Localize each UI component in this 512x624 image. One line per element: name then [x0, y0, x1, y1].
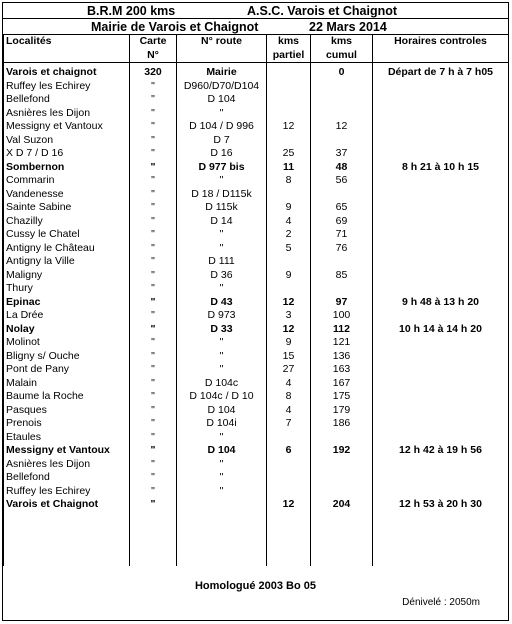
route-cell: D960/D70/D104 — [177, 80, 267, 94]
carte-cell: " — [130, 309, 177, 323]
horaire-cell — [373, 471, 509, 485]
route-cell: " — [177, 336, 267, 350]
route-rows — [4, 63, 509, 566]
horaire-cell: 12 h 42 à 19 h 56 — [373, 444, 509, 458]
kms-partiel-cell: 9 — [267, 201, 311, 215]
kms-cumul-cell — [311, 80, 373, 94]
location-cell: Messigny et Vantoux — [4, 120, 130, 134]
horaire-cell — [373, 215, 509, 229]
table-row — [4, 161, 509, 175]
kms-cumul-cell: 192 — [311, 444, 373, 458]
route-cell: D 16 — [177, 147, 267, 161]
horaire-cell: 10 h 14 à 14 h 20 — [373, 323, 509, 337]
table-row — [4, 431, 509, 445]
carte-cell: " — [130, 107, 177, 121]
location-cell: X D 7 / D 16 — [4, 147, 130, 161]
horaire-cell — [373, 309, 509, 323]
route-table — [3, 35, 509, 566]
horaire-cell — [373, 201, 509, 215]
route-cell: D 973 — [177, 309, 267, 323]
denivele: Dénivelé : 2050m — [402, 597, 480, 608]
kms-partiel-cell — [267, 458, 311, 472]
empty-cell — [130, 539, 177, 553]
route-cell: " — [177, 107, 267, 121]
kms-cumul-cell: 56 — [311, 174, 373, 188]
location-cell: Vandenesse — [4, 188, 130, 202]
route-cell: D 104c / D 10 — [177, 390, 267, 404]
kms-partiel-cell — [267, 255, 311, 269]
kms-partiel-cell — [267, 282, 311, 296]
table-row — [4, 417, 509, 431]
carte-cell: " — [130, 188, 177, 202]
kms-partiel-cell: 4 — [267, 377, 311, 391]
horaire-cell: 8 h 21 à 10 h 15 — [373, 161, 509, 175]
horaire-cell — [373, 174, 509, 188]
location-cell: Ruffey les Echirey — [4, 80, 130, 94]
table-row — [4, 296, 509, 310]
table-row — [4, 485, 509, 499]
kms-cumul-cell: 97 — [311, 296, 373, 310]
table-row — [4, 242, 509, 256]
kms-cumul-cell: 163 — [311, 363, 373, 377]
table-row — [4, 188, 509, 202]
location-cell: Molinot — [4, 336, 130, 350]
horaire-cell: 9 h 48 à 13 h 20 — [373, 296, 509, 310]
empty-cell — [373, 552, 509, 566]
table-row — [4, 336, 509, 350]
kms-cumul-cell — [311, 485, 373, 499]
route-cell — [177, 498, 267, 512]
location-cell: Baume la Roche — [4, 390, 130, 404]
carte-cell: 320 — [130, 63, 177, 80]
kms-cumul-cell — [311, 458, 373, 472]
table-row — [4, 323, 509, 337]
kms-cumul-cell: 136 — [311, 350, 373, 364]
kms-cumul-cell — [311, 471, 373, 485]
carte-cell: " — [130, 269, 177, 283]
empty-cell — [4, 552, 130, 566]
route-cell: D 33 — [177, 323, 267, 337]
carte-cell: " — [130, 377, 177, 391]
kms-partiel-cell: 27 — [267, 363, 311, 377]
location-cell: Maligny — [4, 269, 130, 283]
empty-cell — [177, 552, 267, 566]
carte-cell: " — [130, 93, 177, 107]
horaire-cell — [373, 377, 509, 391]
route-cell: D 43 — [177, 296, 267, 310]
empty-cell — [4, 512, 130, 526]
horaire-cell — [373, 107, 509, 121]
location-cell: Pont de Pany — [4, 363, 130, 377]
route-cell: " — [177, 350, 267, 364]
route-cell: D 111 — [177, 255, 267, 269]
route-cell: D 104i — [177, 417, 267, 431]
location-cell: Thury — [4, 282, 130, 296]
kms-partiel-cell: 4 — [267, 404, 311, 418]
kms-partiel-cell: 9 — [267, 336, 311, 350]
empty-cell — [311, 539, 373, 553]
route-cell: D 104 / D 996 — [177, 120, 267, 134]
kms-partiel-cell: 8 — [267, 174, 311, 188]
location-cell: Nolay — [4, 323, 130, 337]
table-row — [4, 120, 509, 134]
location-cell: Etaules — [4, 431, 130, 445]
kms-partiel-cell: 3 — [267, 309, 311, 323]
route-cell: " — [177, 431, 267, 445]
carte-cell: " — [130, 323, 177, 337]
location-cell: Malain — [4, 377, 130, 391]
kms-partiel-cell: 25 — [267, 147, 311, 161]
kms-partiel-cell — [267, 134, 311, 148]
brm-title: B.R.M 200 kms — [87, 4, 176, 18]
table-row — [4, 80, 509, 94]
kms-cumul-cell: 100 — [311, 309, 373, 323]
horaire-cell — [373, 431, 509, 445]
kms-cumul-cell: 85 — [311, 269, 373, 283]
route-cell: D 977 bis — [177, 161, 267, 175]
horaire-cell — [373, 282, 509, 296]
horaire-cell — [373, 242, 509, 256]
horaire-cell — [373, 188, 509, 202]
carte-cell: " — [130, 147, 177, 161]
table-row — [4, 498, 509, 512]
kms-cumul-cell: 167 — [311, 377, 373, 391]
empty-row — [4, 512, 509, 526]
col-horaires: Horaires controles — [373, 35, 509, 49]
carte-cell: " — [130, 458, 177, 472]
kms-cumul-cell — [311, 282, 373, 296]
kms-partiel-cell: 8 — [267, 390, 311, 404]
location-cell: Varois et chaignot — [4, 63, 130, 80]
route-cell: D 115k — [177, 201, 267, 215]
carte-cell: " — [130, 444, 177, 458]
route-cell: " — [177, 228, 267, 242]
kms-cumul-cell — [311, 93, 373, 107]
empty-cell — [267, 552, 311, 566]
location-cell: Sombernon — [4, 161, 130, 175]
location-cell: Commarin — [4, 174, 130, 188]
location-cell: Varois et Chaignot — [4, 498, 130, 512]
brevet-route-sheet — [2, 2, 509, 621]
start-location: Mairie de Varois et Chaignot — [91, 20, 259, 34]
kms-cumul-cell — [311, 134, 373, 148]
kms-cumul-cell: 37 — [311, 147, 373, 161]
empty-cell — [130, 512, 177, 526]
kms-partiel-cell — [267, 431, 311, 445]
footer — [3, 580, 508, 620]
col-route-sub — [177, 49, 267, 63]
route-cell: D 14 — [177, 215, 267, 229]
empty-cell — [373, 512, 509, 526]
horaire-cell — [373, 363, 509, 377]
table-row — [4, 282, 509, 296]
kms-cumul-cell: 204 — [311, 498, 373, 512]
table-row — [4, 458, 509, 472]
horaire-cell — [373, 485, 509, 499]
location-cell: Val Suzon — [4, 134, 130, 148]
table-row — [4, 471, 509, 485]
carte-cell: " — [130, 201, 177, 215]
kms-partiel-cell: 15 — [267, 350, 311, 364]
horaire-cell — [373, 458, 509, 472]
col-carte-no: N° — [130, 49, 177, 63]
horaire-cell — [373, 350, 509, 364]
col-localites: Localités — [4, 35, 130, 49]
club-name: A.S.C. Varois et Chaignot — [247, 4, 398, 18]
kms-cumul-cell: 76 — [311, 242, 373, 256]
kms-cumul-cell — [311, 188, 373, 202]
homologation: Homologué 2003 Bo 05 — [194, 580, 317, 592]
location-cell: Asnières les Dijon — [4, 107, 130, 121]
horaire-cell — [373, 93, 509, 107]
kms-cumul-cell — [311, 255, 373, 269]
horaire-cell: 12 h 53 à 20 h 30 — [373, 498, 509, 512]
carte-cell: " — [130, 336, 177, 350]
location-cell: Ruffey les Echirey — [4, 485, 130, 499]
carte-cell: " — [130, 498, 177, 512]
table-row — [4, 269, 509, 283]
location-cell: Bellefond — [4, 93, 130, 107]
kms-partiel-cell: 6 — [267, 444, 311, 458]
horaire-cell — [373, 134, 509, 148]
kms-cumul-cell: 186 — [311, 417, 373, 431]
horaire-cell — [373, 404, 509, 418]
kms-partiel-cell — [267, 471, 311, 485]
col-partiel: partiel — [267, 49, 311, 63]
route-cell: " — [177, 363, 267, 377]
horaire-cell: Départ de 7 h à 7 h05 — [373, 63, 509, 80]
carte-cell: " — [130, 120, 177, 134]
table-row — [4, 228, 509, 242]
empty-cell — [311, 552, 373, 566]
table-row — [4, 147, 509, 161]
col-carte: Carte — [130, 35, 177, 49]
carte-cell: " — [130, 242, 177, 256]
location-cell: Bligny s/ Ouche — [4, 350, 130, 364]
carte-cell: " — [130, 485, 177, 499]
kms-cumul-cell: 112 — [311, 323, 373, 337]
location-cell: La Drée — [4, 309, 130, 323]
route-cell: Mairie — [177, 63, 267, 80]
location-cell: Sainte Sabine — [4, 201, 130, 215]
route-cell: D 104 — [177, 404, 267, 418]
carte-cell: " — [130, 404, 177, 418]
table-row — [4, 255, 509, 269]
empty-cell — [267, 525, 311, 539]
location-cell: Pasques — [4, 404, 130, 418]
event-date: 22 Mars 2014 — [309, 20, 387, 34]
empty-cell — [177, 512, 267, 526]
col-localites-sub — [4, 49, 130, 63]
carte-cell: " — [130, 228, 177, 242]
col-kms-partiel: kms — [267, 35, 311, 49]
location-cell: Asnières les Dijon — [4, 458, 130, 472]
kms-partiel-cell — [267, 188, 311, 202]
kms-partiel-cell: 5 — [267, 242, 311, 256]
horaire-cell — [373, 255, 509, 269]
route-cell: D 104 — [177, 93, 267, 107]
horaire-cell — [373, 120, 509, 134]
route-cell: " — [177, 458, 267, 472]
carte-cell: " — [130, 471, 177, 485]
table-row — [4, 350, 509, 364]
kms-cumul-cell: 69 — [311, 215, 373, 229]
kms-cumul-cell: 12 — [311, 120, 373, 134]
horaire-cell — [373, 80, 509, 94]
col-horaires-sub — [373, 49, 509, 63]
table-row — [4, 93, 509, 107]
carte-cell: " — [130, 134, 177, 148]
location-cell: Messigny et Vantoux — [4, 444, 130, 458]
carte-cell: " — [130, 431, 177, 445]
empty-row — [4, 539, 509, 553]
table-row — [4, 215, 509, 229]
kms-cumul-cell: 48 — [311, 161, 373, 175]
table-row — [4, 134, 509, 148]
route-cell: D 7 — [177, 134, 267, 148]
table-row — [4, 444, 509, 458]
table-row — [4, 201, 509, 215]
kms-cumul-cell: 65 — [311, 201, 373, 215]
empty-cell — [177, 539, 267, 553]
carte-cell: " — [130, 390, 177, 404]
carte-cell: " — [130, 215, 177, 229]
kms-cumul-cell: 71 — [311, 228, 373, 242]
empty-cell — [177, 525, 267, 539]
kms-cumul-cell: 175 — [311, 390, 373, 404]
carte-cell: " — [130, 282, 177, 296]
location-cell: Epinac — [4, 296, 130, 310]
col-route: N° route — [177, 35, 267, 49]
empty-cell — [373, 525, 509, 539]
route-cell: D 104 — [177, 444, 267, 458]
kms-partiel-cell: 4 — [267, 215, 311, 229]
kms-partiel-cell — [267, 80, 311, 94]
empty-cell — [267, 539, 311, 553]
horaire-cell — [373, 417, 509, 431]
carte-cell: " — [130, 296, 177, 310]
table-row — [4, 174, 509, 188]
table-row — [4, 390, 509, 404]
carte-cell: " — [130, 255, 177, 269]
horaire-cell — [373, 336, 509, 350]
route-cell: D 104c — [177, 377, 267, 391]
route-cell: " — [177, 485, 267, 499]
route-cell: D 36 — [177, 269, 267, 283]
kms-partiel-cell — [267, 107, 311, 121]
carte-cell: " — [130, 350, 177, 364]
horaire-cell — [373, 228, 509, 242]
kms-cumul-cell — [311, 431, 373, 445]
kms-partiel-cell: 12 — [267, 498, 311, 512]
carte-cell: " — [130, 80, 177, 94]
table-row — [4, 309, 509, 323]
location-cell: Prenois — [4, 417, 130, 431]
table-row — [4, 363, 509, 377]
location-cell: Chazilly — [4, 215, 130, 229]
empty-row — [4, 525, 509, 539]
horaire-cell — [373, 147, 509, 161]
empty-row — [4, 552, 509, 566]
subtitle-row — [3, 19, 508, 35]
carte-cell: " — [130, 174, 177, 188]
location-cell: Antigny la Ville — [4, 255, 130, 269]
horaire-cell — [373, 269, 509, 283]
kms-partiel-cell — [267, 63, 311, 80]
carte-cell: " — [130, 161, 177, 175]
table-row — [4, 404, 509, 418]
empty-cell — [4, 539, 130, 553]
kms-partiel-cell — [267, 485, 311, 499]
table-row — [4, 377, 509, 391]
route-cell: " — [177, 174, 267, 188]
location-cell: Antigny le Château — [4, 242, 130, 256]
location-cell: Bellefond — [4, 471, 130, 485]
kms-partiel-cell: 12 — [267, 120, 311, 134]
route-cell: " — [177, 242, 267, 256]
kms-cumul-cell: 121 — [311, 336, 373, 350]
kms-partiel-cell: 9 — [267, 269, 311, 283]
kms-partiel-cell — [267, 93, 311, 107]
kms-partiel-cell: 11 — [267, 161, 311, 175]
kms-cumul-cell: 0 — [311, 63, 373, 80]
empty-cell — [311, 525, 373, 539]
location-cell: Cussy le Chatel — [4, 228, 130, 242]
route-cell: " — [177, 471, 267, 485]
empty-cell — [130, 525, 177, 539]
table-row — [4, 107, 509, 121]
empty-cell — [130, 552, 177, 566]
kms-cumul-cell: 179 — [311, 404, 373, 418]
kms-partiel-cell: 7 — [267, 417, 311, 431]
table-row — [4, 63, 509, 80]
title-row — [3, 3, 508, 19]
empty-cell — [267, 512, 311, 526]
kms-cumul-cell — [311, 107, 373, 121]
col-cumul: cumul — [311, 49, 373, 63]
route-cell: " — [177, 282, 267, 296]
kms-partiel-cell: 12 — [267, 296, 311, 310]
kms-partiel-cell: 2 — [267, 228, 311, 242]
carte-cell: " — [130, 417, 177, 431]
empty-cell — [4, 525, 130, 539]
carte-cell: " — [130, 363, 177, 377]
horaire-cell — [373, 390, 509, 404]
kms-partiel-cell: 12 — [267, 323, 311, 337]
empty-cell — [373, 539, 509, 553]
route-cell: D 18 / D115k — [177, 188, 267, 202]
col-kms-cumul: kms — [311, 35, 373, 49]
empty-cell — [311, 512, 373, 526]
